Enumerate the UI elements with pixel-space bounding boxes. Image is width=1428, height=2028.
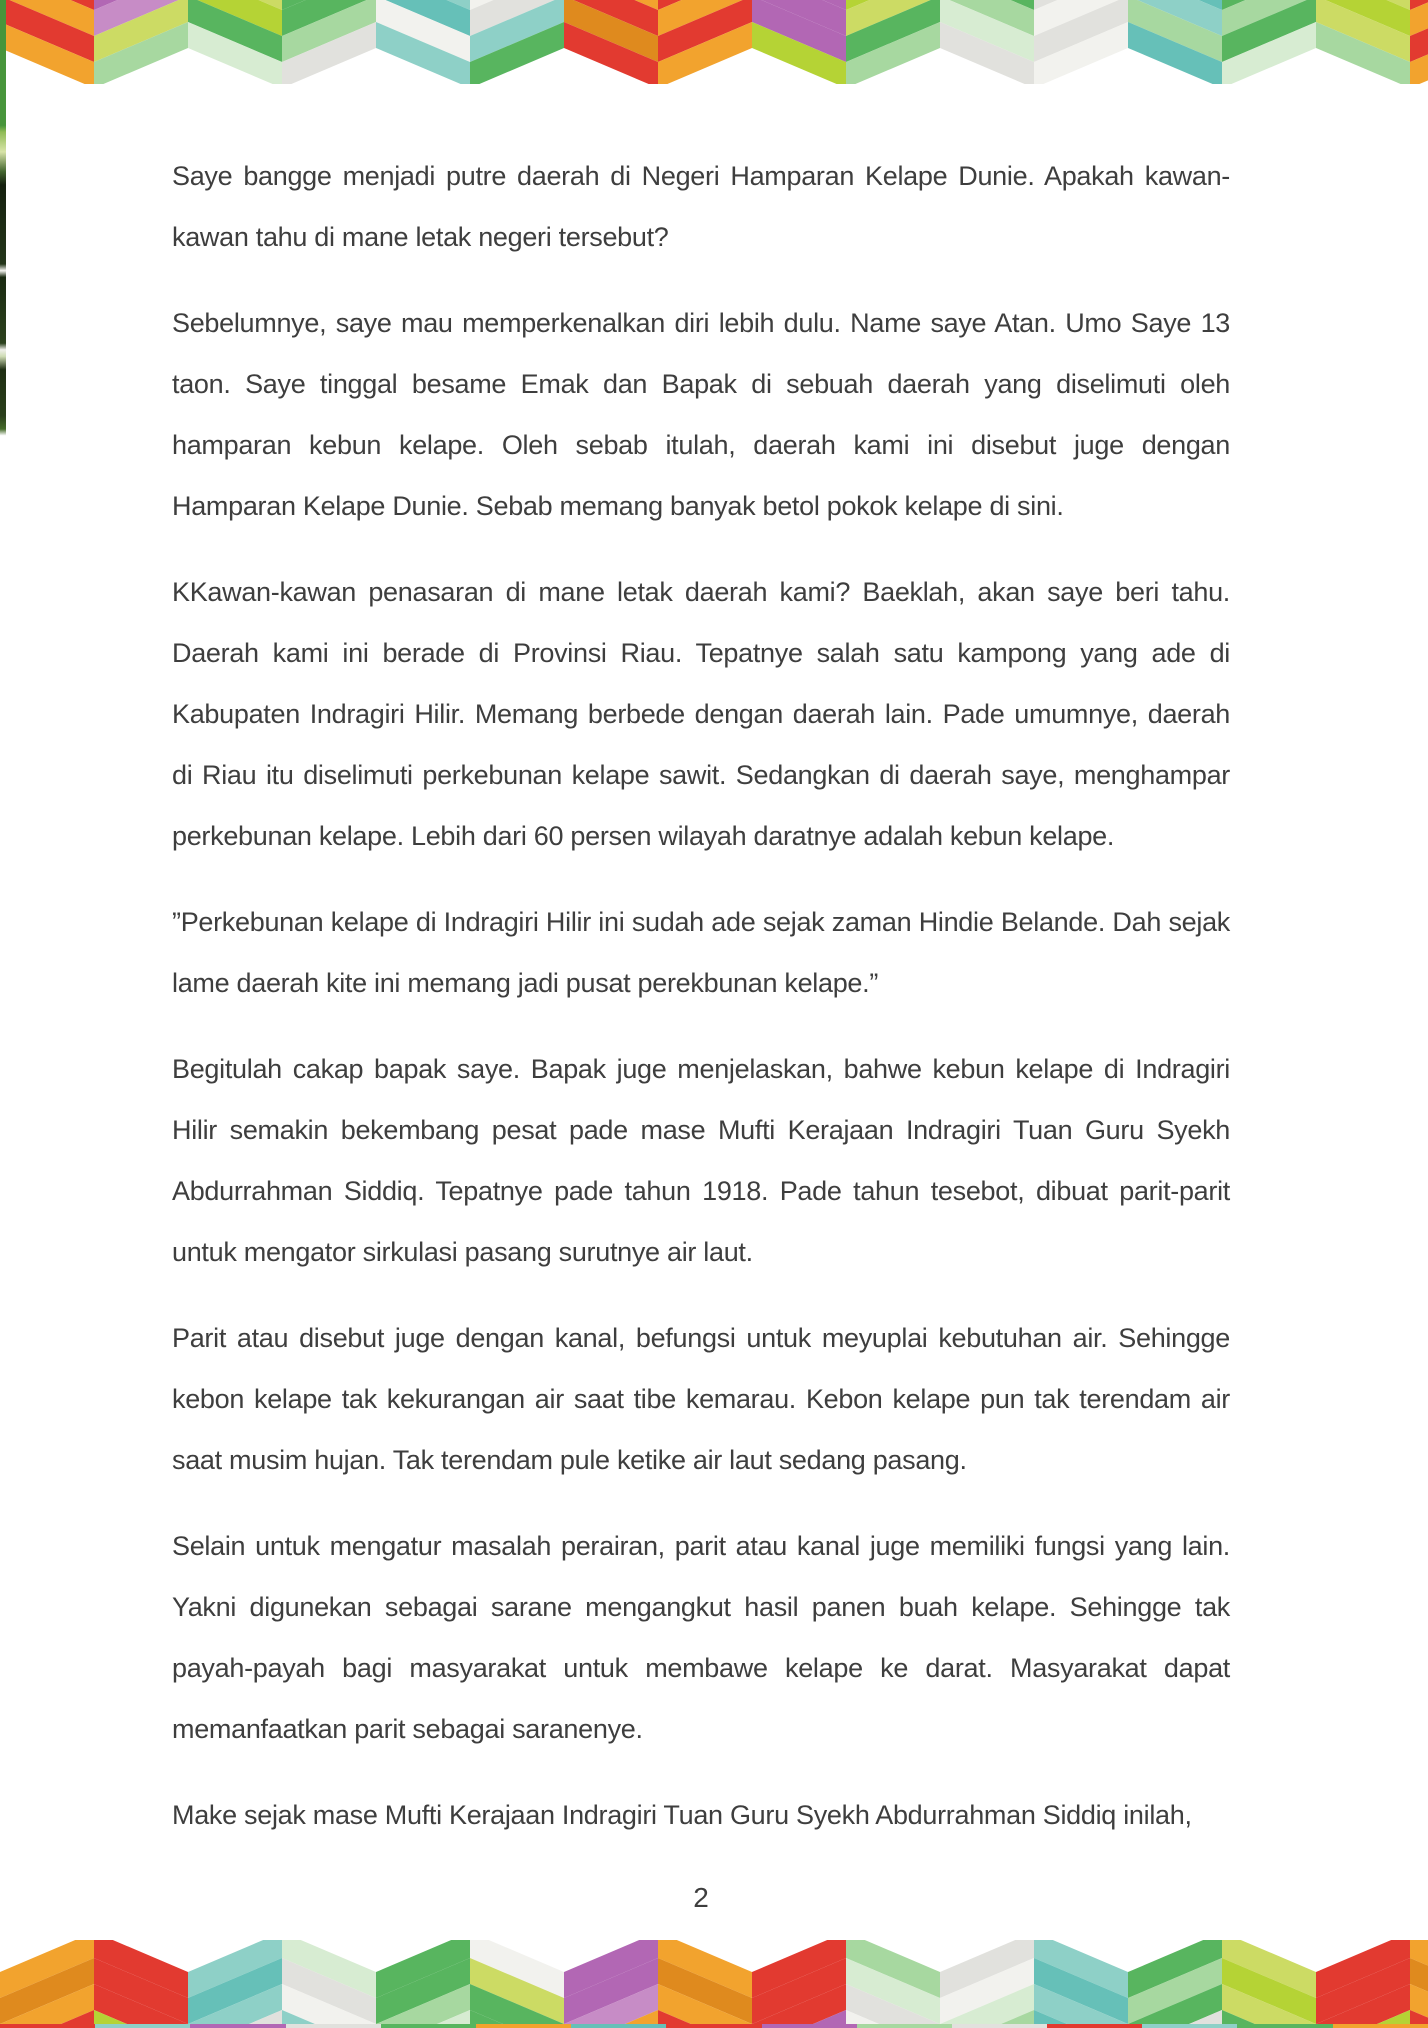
decorative-bottom-edge-line	[0, 2024, 1428, 2028]
decorative-chevron-border-bottom	[0, 1940, 1428, 2024]
edge-line-segment	[1142, 2024, 1237, 2028]
edge-line-segment	[190, 2024, 285, 2028]
paragraph: Make sejak mase Mufti Kerajaan Indragiri Tuan Guru Syekh Abdurrahman Siddiq inilah,	[172, 1800, 1192, 1830]
edge-line-segment	[952, 2024, 1047, 2028]
paragraph: Sebelumnye, saye mau memperkenalkan diri lebih dulu. Name saye Atan. Umo Saye 13 taon. Saye tinggal besame Emak dan Bapak di sebuah daerah yang diselimuti oleh hamparan kebun kelape. Oleh sebab itulah, daerah kami ini disebut juge dengan Hamparan Kelape Dunie. Sebab memang banyak betol pokok kelape di sini.	[172, 308, 1230, 521]
paragraph: Selain untuk mengatur masalah perairan, parit atau kanal juge memiliki fungsi yang lain. Yakni digunekan sebagai sarane mengangkut hasil panen buah kelape. Sehingge tak payah-payah bagi masyarakat untuk membawe kelape ke darat. Masyarakat dapat memanfaatkan parit sebagai saranenye.	[172, 1531, 1230, 1744]
edge-line-segment	[0, 2024, 95, 2028]
edge-line-segment	[857, 2024, 952, 2028]
edge-line-segment	[666, 2024, 761, 2028]
edge-line-segment	[286, 2024, 381, 2028]
paragraph: KKawan-kawan penasaran di mane letak daerah kami? Baeklah, akan saye beri tahu. Daerah kami ini berade di Provinsi Riau. Tepatnye salah satu kampong yang ade di Kabupaten Indragiri Hilir. Memang berbede dengan daerah lain. Pade umumnye, daerah di Riau itu diselimuti perkebunan kelape sawit. Sedangkan di daerah saye, menghampar perkebunan kelape. Lebih dari 60 persen wilayah daratnye adalah kebun kelape.	[172, 577, 1230, 851]
paragraph: Parit atau disebut juge dengan kanal, befungsi untuk meyuplai kebutuhan air. Sehingge kebon kelape tak kekurangan air saat tibe kemarau. Kebon kelape pun tak terendam air saat musim hujan. Tak terendam pule ketike air laut sedang pasang.	[172, 1323, 1230, 1475]
spine-photo-sliver	[0, 0, 6, 660]
edge-line-segment	[571, 2024, 666, 2028]
edge-line-segment	[1333, 2024, 1428, 2028]
paragraph: Begitulah cakap bapak saye. Bapak juge menjelaskan, bahwe kebun kelape di Indragiri Hilir semakin bekembang pesat pade mase Mufti Kerajaan Indragiri Tuan Guru Syekh Abdurrahman Siddiq. Tepatnye pade tahun 1918. Pade tahun tesebot, dibuat parit-parit untuk mengator sirkulasi pasang surutnye air laut.	[172, 1054, 1230, 1267]
edge-line-segment	[762, 2024, 857, 2028]
edge-line-segment	[381, 2024, 476, 2028]
paragraph: Saye bangge menjadi putre daerah di Negeri Hamparan Kelape Dunie. Apakah kawan-kawan tahu di mane letak negeri tersebut?	[172, 161, 1230, 252]
paragraph: ”Perkebunan kelape di Indragiri Hilir ini sudah ade sejak zaman Hindie Belande. Dah sejak lame daerah kite ini memang jadi pusat perekbunan kelape.”	[172, 907, 1230, 998]
edge-line-segment	[476, 2024, 571, 2028]
edge-line-segment	[95, 2024, 190, 2028]
page-number: 2	[693, 1882, 709, 1913]
edge-line-segment	[1047, 2024, 1142, 2028]
edge-line-segment	[1237, 2024, 1332, 2028]
